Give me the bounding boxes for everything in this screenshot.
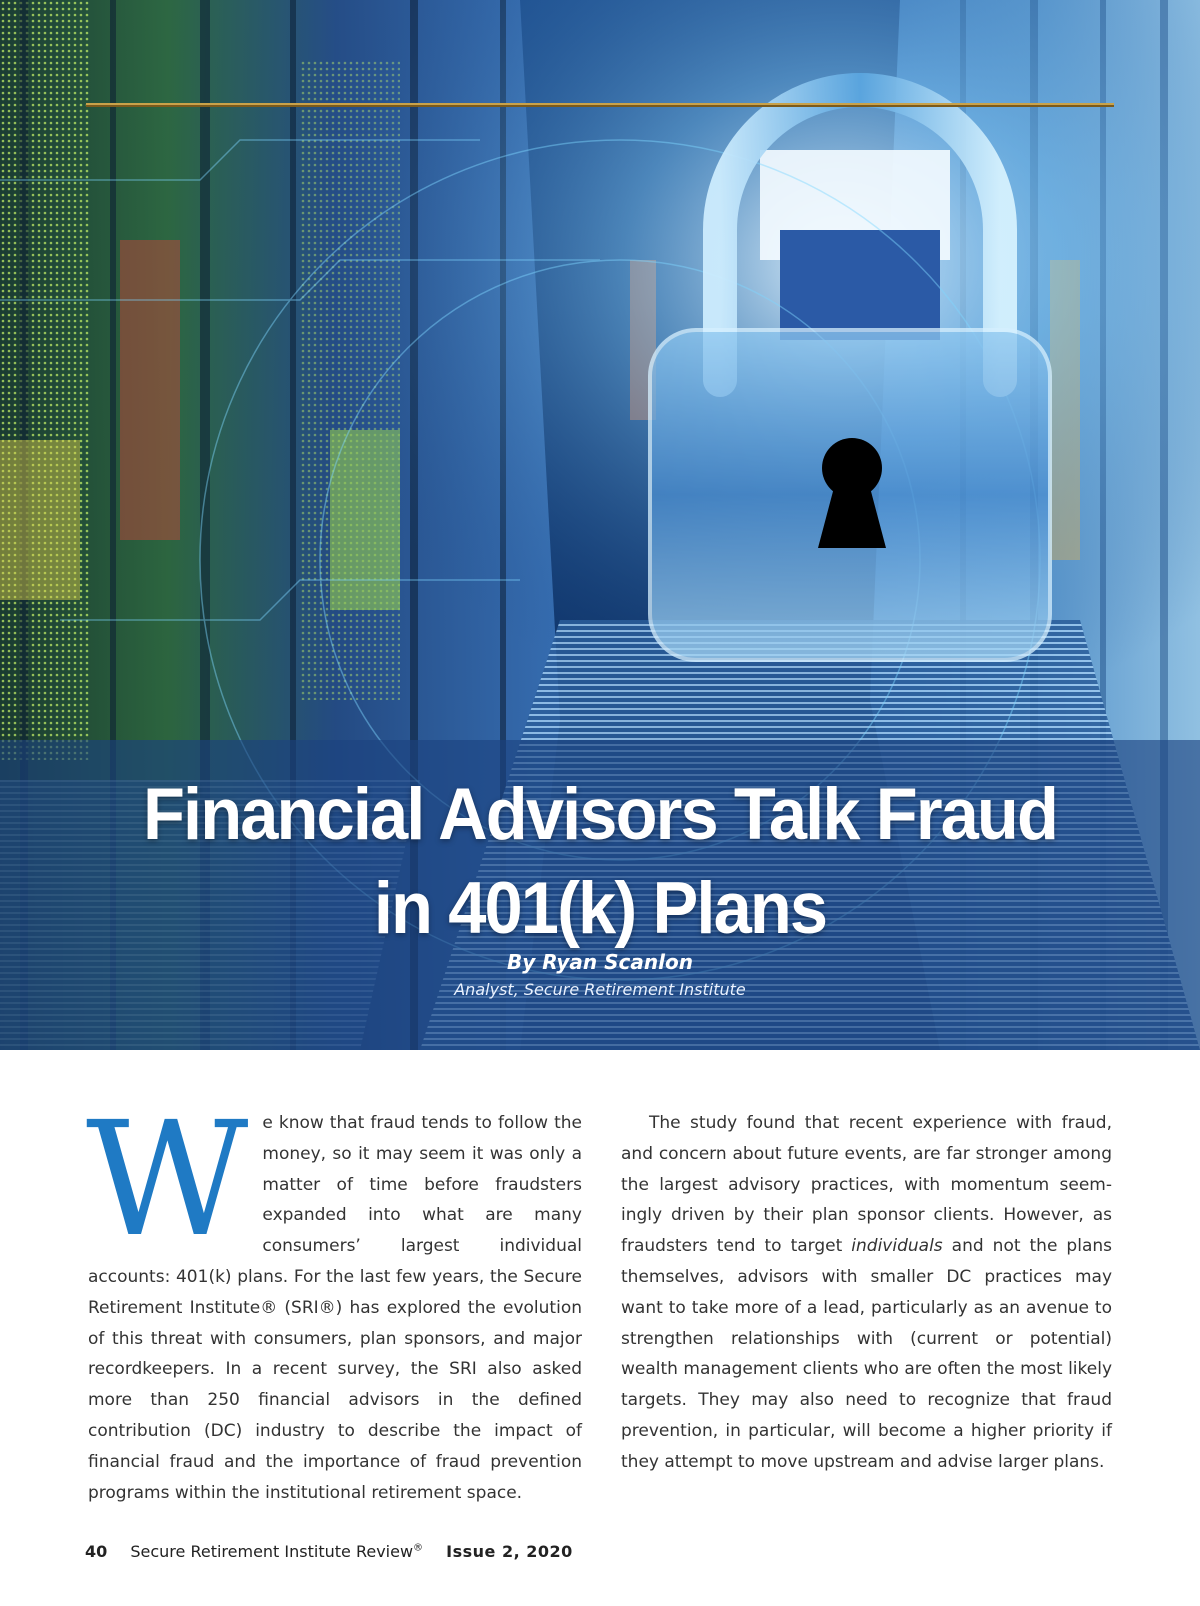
publication-title: Secure Retirement Institute Review [130, 1542, 414, 1561]
page-footer [85, 1542, 573, 1561]
author-byline: By Ryan Scanlon [507, 950, 693, 974]
decorative-rule [86, 103, 1114, 105]
article-column-left [86, 1088, 582, 1508]
paragraph-2 [621, 1108, 1112, 1478]
page-number: 40 [85, 1542, 108, 1561]
paragraph-1 [86, 1088, 582, 1508]
author-role: Analyst, Secure Retirement Institute [454, 980, 746, 999]
registered-mark: ® [413, 1542, 424, 1554]
paragraph-2-text-a: The study found that recent experience with fraud, and concern about future events, are far stronger among the largest advisory practices, with momentum seemingly driven by their plan sponsor clients. However, as fraudsters tend to target [621, 1113, 1112, 1257]
paragraph-2-emphasis: individuals [851, 1236, 943, 1257]
publication-name [130, 1542, 423, 1561]
paragraph-2-text-b: and not the plans themselves, advisors with smaller DC practices may want to take more of a lead, particularly as an avenue to strengthen relationships with (current or potential) wealth management clients who are often the most likely targets. They may also need to recognize that fraud prevention, in particular, will become a higher priority if they attempt to move upstream and advise larger plans. [621, 1236, 1112, 1472]
article-title [36, 768, 1164, 956]
issue-label: Issue 2, 2020 [446, 1542, 573, 1561]
article-title-line2: in 401(k) Plans [373, 868, 827, 949]
paragraph-1-text: e know that fraud tends to follow the money, so it may seem it was only a matter of time before fraudsters expanded into what are many consumers’ largest individual accounts: 401(k) plans. For the last few years, the Secure Retirement Institute® (SRI®) has explored the evolution of this threat with consumers, plan sponsors, and major recordkeepers. In a recent survey, the SRI also asked more than 250 financial advisors in the defined contribution (DC) industry to describe the impact of financial fraud and the importance of fraud prevention programs within the institutional retirement space. [88, 1113, 582, 1503]
drop-cap: W [86, 1088, 249, 1272]
article-column-right [621, 1108, 1112, 1478]
article-title-line1: Financial Advisors Talk Fraud [142, 774, 1058, 855]
